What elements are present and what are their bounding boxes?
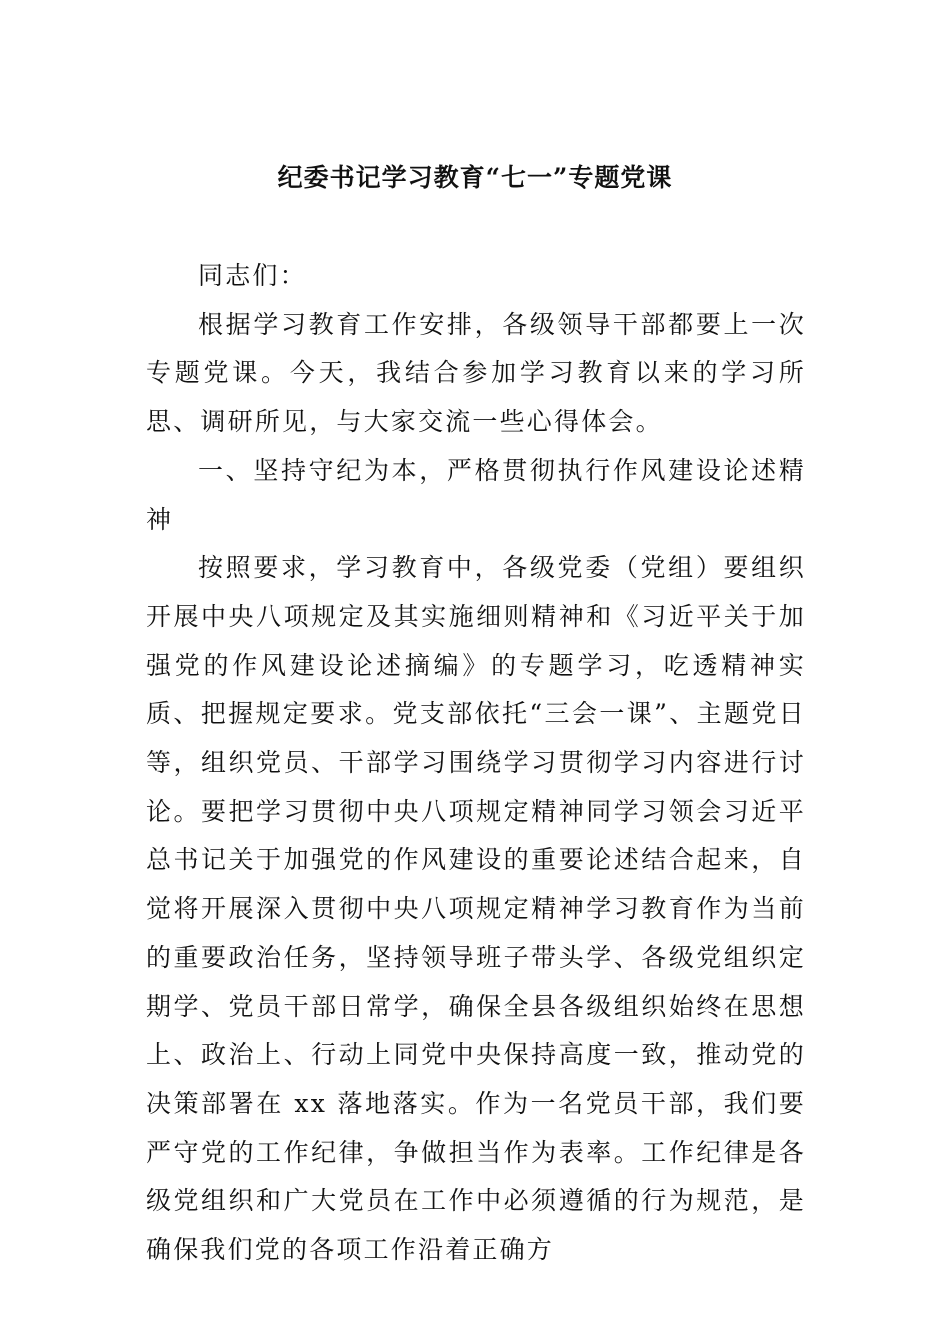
document-title: 纪委书记学习教育“七一”专题党课 <box>277 163 673 192</box>
intro-paragraph: 根据学习教育工作安排，各级领导干部都要上一次专题党课。今天，我结合参加学习教育以来的学习所思、调研所见，与大家交流一些心得体会。 <box>146 309 806 437</box>
salutation-paragraph: 同志们： <box>198 261 307 290</box>
body-paragraph: 按照要求，学习教育中，各级党委（党组）要组织开展中央八项规定及其实施细则精神和《习近平关于加强党的作风建设论述摘编》的专题学习，吃透精神实质、把握规定要求。党支部依托“三会一课”、主题党日等，组织党员、干部学习围绕学习贯彻学习内容进行讨论。要把学习贯彻中央八项规定精神同学习领会习近平总书记关于加强党的作风建设的重要论述结合起来，自觉将开展深入贯彻中央八项规定精神学习教育作为当前的重要政治任务，坚持领导班子带头学、各级党组织定期学、党员干部日常学，确保全县各级组织始终在思想上、政治上、行动上同党中央保持高度一致，推动党的决策部署在 xx 落地落实。作为一名党员干部，我们要严守党的工作纪律，争做担当作为表率。工作纪律是各级党组织和广大党员在工作中必须遵循的行为规范，是确保我们党的各项工作沿着正确方 <box>146 553 806 1265</box>
section-heading-1: 一、坚持守纪为本，严格贯彻执行作风建设论述精神 <box>146 455 806 534</box>
document-body <box>146 252 806 1275</box>
